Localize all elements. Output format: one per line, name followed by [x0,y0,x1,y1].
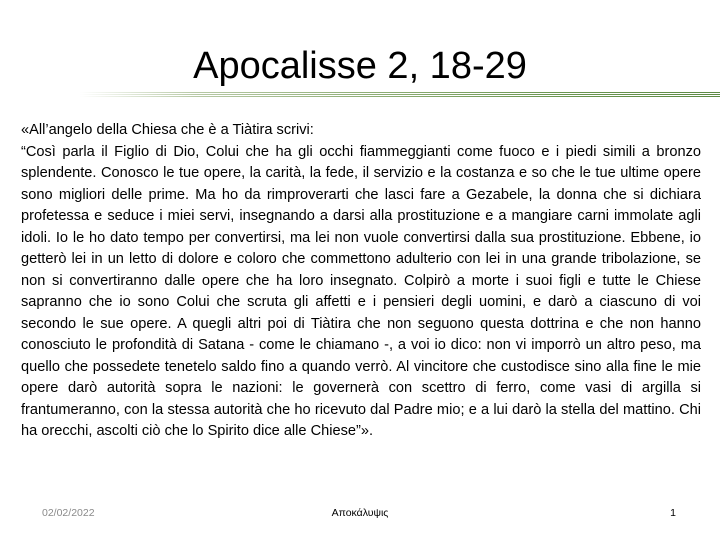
divider-stripe [80,92,720,93]
divider-stripe [80,94,720,95]
title-divider [80,92,720,98]
body-line-intro: «All’angelo della Chiesa che è a Tiàtira scrivi: [21,122,314,138]
slide-body [21,120,701,443]
slide-title: Apocalisse 2, 18-29 [193,45,527,87]
body-paragraph: “Così parla il Figlio di Dio, Colui che ha gli occhi fiammeggianti come fuoco e i piedi simili a bronzo splendente. Conosco le tue opere, la carità, la fede, il servizio e la costanza e so che le tue ultime opere sono migliori delle prime. Ma ho da rimproverarti che lasci fare a Gezabele, la donna che si dichiara profetessa e seduce i miei servi, insegnando a darsi alla prostituzione e a mangiare carni immolate agli idoli. Io le ho dato tempo per convertirsi, ma lei non vuole convertirsi dalla sua prostituzione. Ebbene, io getterò lei in un letto di dolore e coloro che commettono adulterio con lei in una grande tribolazione, se non si convertiranno dalle opere che ha loro insegnato. Colpirò a morte i suoi figli e tutte le Chiese sapranno che io sono Colui che scruta gli affetti e i pensieri degli uomini, e darò a ciascuno di voi secondo le sue opere. A quegli altri poi di Tiàtira che non seguono questa dottrina e che non hanno conosciuto le profondità di Satana - come le chiamano -, a voi io dico: non vi imporrò un altro peso, ma quello che possedete tenetelo saldo fino a quando verrò. Al vincitore che custodisce sino alla fine le mie opere darò autorità sopra le nazioni: le governerà con scettro di ferro, come vasi di argilla si frantumeranno, con la stessa autorità che ho ricevuto dal Padre mio; e a lui darò la stella del mattino. Chi ha orecchi, ascolti ciò che lo Spirito dice alle Chiese”». [21,143,701,439]
footer-date: 02/02/2022 [42,507,95,519]
footer-title: Αποκάλυψις [331,507,389,519]
page-number: 1 [670,507,676,519]
divider-stripe [80,96,720,97]
